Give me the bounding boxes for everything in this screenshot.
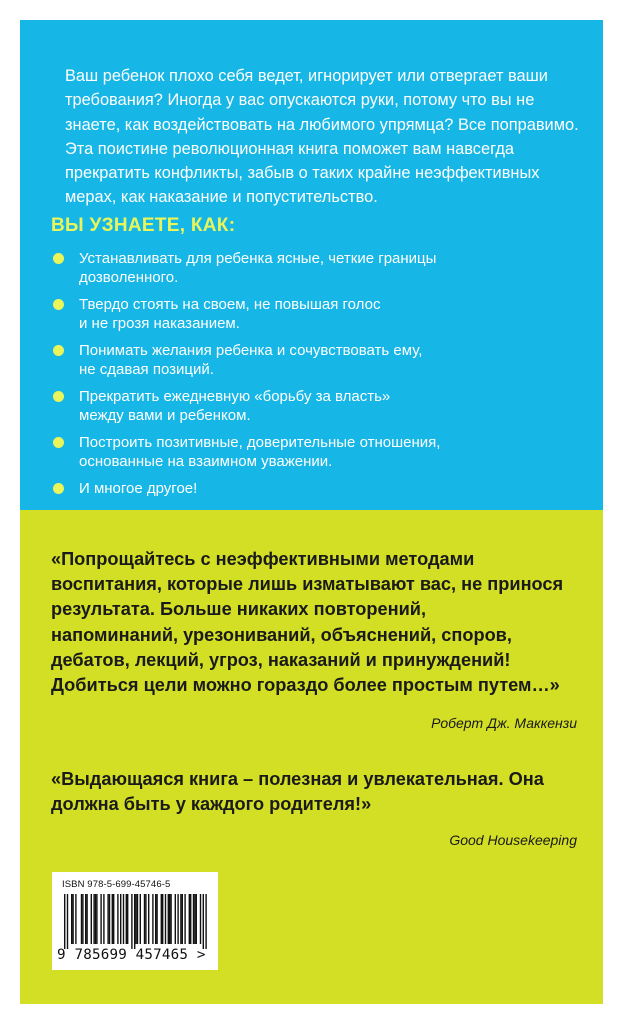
barcode-bar: [145, 894, 146, 944]
benefit-item: [53, 295, 573, 333]
bullet-dot-icon: [53, 437, 64, 448]
barcode-bar: [113, 894, 114, 944]
barcode-bar: [152, 894, 153, 944]
barcode-bar: [182, 894, 183, 944]
barcode-bar: [120, 894, 121, 944]
barcode-bar: [180, 894, 181, 944]
blue-panel: [20, 20, 603, 510]
quote-attribution: Good Housekeeping: [449, 832, 577, 848]
barcode-bar: [126, 894, 127, 944]
bullet-dot-icon: [53, 483, 64, 494]
barcode-bar: [137, 894, 138, 944]
barcode-bar: [75, 894, 76, 944]
benefit-text: Прекратить ежедневную «борьбу за власть» между вами и ребенком.: [79, 388, 391, 424]
barcode-bar: [64, 894, 65, 949]
isbn-label: ISBN 978-5-699-45746-5: [62, 879, 171, 890]
benefit-text: Твердо стоять на своем, не повышая голос и не грозя наказанием.: [79, 296, 381, 332]
benefits-list: [53, 249, 573, 506]
review-quote: «Попрощайтесь с неэффективными методами воспитания, которые лишь изматывают вас, не принося результата. Больше никаких повторений, напоминаний, урезониваний, объяснений, споров, дебатов, лекций, угроз, наказаний и принуждений! Добиться цели можно гораздо более простым путем…»: [51, 549, 564, 696]
bullet-dot-icon: [53, 391, 64, 402]
barcode-bar: [82, 894, 83, 944]
barcode-bar: [190, 894, 191, 944]
barcode-bar: [184, 894, 185, 944]
barcode-bar: [86, 894, 87, 944]
benefit-text: И многое другое!: [79, 480, 198, 497]
bullet-dot-icon: [53, 345, 64, 356]
barcode-bar: [109, 894, 110, 944]
quote-attribution: Роберт Дж. Маккензи: [431, 715, 577, 731]
barcode-digits: 9 785699 457465 >: [57, 947, 206, 963]
barcode-bar: [155, 894, 156, 944]
barcode-bar: [134, 894, 135, 949]
barcode-bar: [131, 894, 132, 949]
barcode-bar: [135, 894, 136, 944]
benefit-item: [53, 387, 573, 425]
benefit-item: [53, 479, 573, 498]
barcode-bar: [156, 894, 157, 944]
barcode-bar: [72, 894, 73, 944]
benefit-text: Понимать желания ребенка и сочувствовать ему, не сдавая позиций.: [79, 342, 423, 378]
barcode-bar: [103, 894, 104, 944]
barcode-bar: [205, 894, 206, 949]
barcode-bar: [200, 894, 201, 944]
review-quote: «Выдающаяся книга – полезная и увлекательная. Она должна быть у каждого родителя!»: [51, 769, 544, 815]
barcode-bar: [117, 894, 118, 944]
barcode-bar: [194, 894, 195, 944]
benefit-text: Устанавливать для ребенка ясные, четкие границы дозволенного.: [79, 250, 437, 286]
isbn-barcode: [52, 872, 218, 970]
benefits-heading: ВЫ УЗНАЕТЕ, КАК:: [51, 215, 236, 236]
benefit-item: [53, 341, 573, 379]
barcode-bar: [95, 894, 96, 944]
barcode-bar: [148, 894, 149, 944]
barcode-bar: [127, 894, 128, 944]
benefit-text: Построить позитивные, доверительные отношения, основанные на взаимном уважении.: [79, 434, 441, 470]
barcode-bar: [71, 894, 72, 944]
barcode-bar: [168, 894, 169, 944]
barcode-bar: [177, 894, 178, 944]
barcode-bar: [196, 894, 197, 944]
bullet-dot-icon: [53, 253, 64, 264]
barcode-bar: [161, 894, 162, 944]
barcode-bar: [85, 894, 86, 944]
barcode-bar: [169, 894, 170, 944]
barcode-bar: [112, 894, 113, 944]
book-back-cover: [20, 20, 603, 1004]
barcode-bar: [140, 894, 141, 944]
barcode-bar: [93, 894, 94, 944]
barcode-bar: [189, 894, 190, 944]
barcode-bar: [203, 894, 204, 949]
barcode-bar: [91, 894, 92, 944]
barcode-bar: [170, 894, 171, 944]
barcode-bar: [144, 894, 145, 944]
barcode-bar: [193, 894, 194, 944]
barcode-bar: [81, 894, 82, 944]
barcode-bar: [162, 894, 163, 944]
intro-paragraph: Ваш ребенок плохо себя ведет, игнорирует или отвергает ваши требования? Иногда у вас опускаются руки, потому что вы не знаете, как воздействовать на любимого упрямца? Все поправимо. Эта поистине революционная книга поможет вам навсегда прекратить конфликты, забыв о таких крайне неэффективных мерах, как наказание и попустительство.: [65, 67, 579, 207]
barcode-bar: [107, 894, 108, 944]
barcode-bar: [96, 894, 97, 944]
benefit-item: [53, 249, 573, 287]
barcode-bar: [165, 894, 166, 944]
barcode-bar: [67, 894, 68, 949]
barcode-bar: [175, 894, 176, 944]
barcode-bar: [123, 894, 124, 944]
bullet-dot-icon: [53, 299, 64, 310]
benefit-item: [53, 433, 573, 471]
barcode-bar: [100, 894, 101, 944]
